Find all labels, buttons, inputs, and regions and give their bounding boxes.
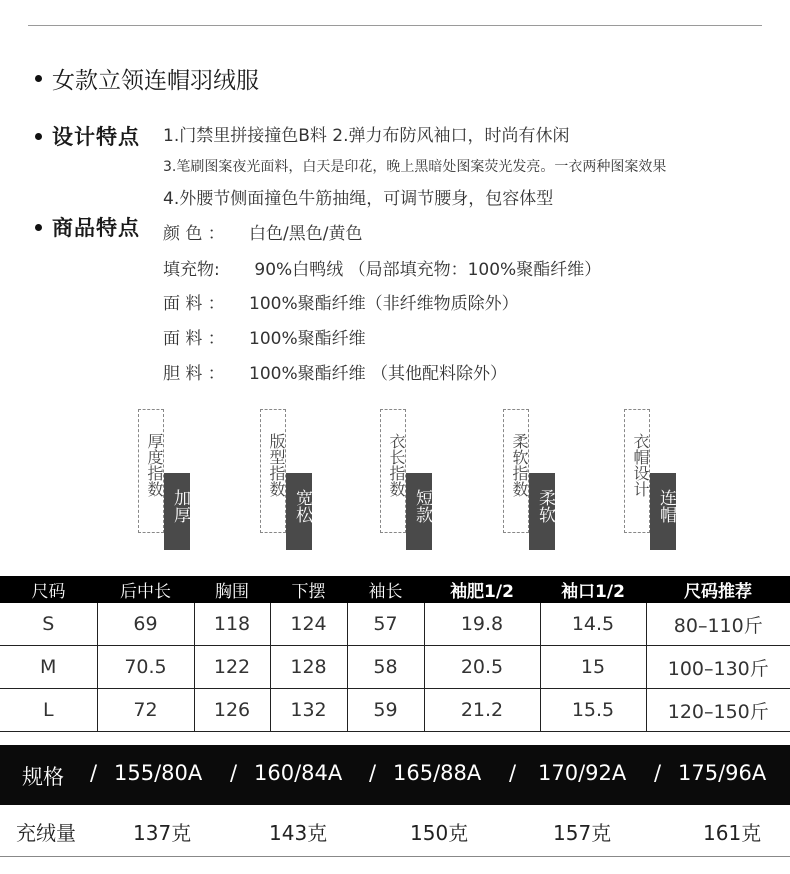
table-cell: 132 [270,689,347,732]
table-cell: 15 [540,646,646,689]
column-header: 下摆 [270,576,347,603]
bottom-divider [0,856,790,857]
spec-value: 90%白鸭绒 （局部填充物：100%聚酯纤维） [249,260,602,280]
table-cell: 122 [194,646,270,689]
fill-value: 161克 [703,821,762,845]
spec-label: 颜 色 ： [163,224,225,244]
table-cell: 120–150斤 [646,689,790,732]
table-row [0,646,790,689]
table-cell: 57 [347,603,424,646]
table-row [0,603,790,646]
design-line: 3.笔刷图案夜光面料，白天是印花，晚上黑暗处图案荧光发亮。一衣两种图案效果 [163,159,667,175]
spec-value: 100%聚酯纤维 [249,329,366,349]
table-cell: 126 [194,689,270,732]
spec-label: 面 料 ： [163,329,225,349]
separator: / [90,761,98,785]
spec-size: 155/80A [114,761,203,785]
table-header-row [0,576,790,603]
index-label: 版型指数 [267,433,286,497]
table-cell: 80–110斤 [646,603,790,646]
index-label: 柔软指数 [510,433,529,497]
fill-label: 充绒量 [16,821,76,845]
table-cell: 128 [270,646,347,689]
index-label: 衣帽设计 [631,433,650,497]
spec-band [0,745,790,805]
table-cell: 69 [97,603,194,646]
fill-value: 157克 [553,821,612,845]
fill-value: 143克 [269,821,328,845]
column-header: 尺码 [0,576,97,603]
index-badge-softness [503,409,593,553]
design-line: 1.门禁里拼接撞色B料 2.弹力布防风袖口，时尚有休闲 [163,126,570,146]
column-header: 后中长 [97,576,194,603]
index-value: 短款 [412,489,432,523]
table-cell: L [0,689,97,732]
table-cell: 118 [194,603,270,646]
table-cell: 21.2 [424,689,540,732]
spec-size: 160/84A [254,761,343,785]
spec-size: 165/88A [393,761,482,785]
product-heading: 商品特点 [52,216,140,240]
spec-label: 填充物: [163,260,220,280]
spec-row [163,324,366,349]
page-title: 女款立领连帽羽绒服 [52,68,259,94]
table-cell: 15.5 [540,689,646,732]
table-cell: 100–130斤 [646,646,790,689]
bullet-icon [35,133,42,140]
index-badge-fit [260,409,350,553]
index-value: 连帽 [656,489,676,523]
table-cell: 14.5 [540,603,646,646]
separator: / [509,761,517,785]
index-value: 柔软 [535,489,555,523]
spec-row [163,359,507,384]
table-cell: 72 [97,689,194,732]
table-cell: 19.8 [424,603,540,646]
table-cell: S [0,603,97,646]
table-row [0,689,790,732]
table-cell: 20.5 [424,646,540,689]
separator: / [369,761,377,785]
separator: / [230,761,238,785]
table-cell: 124 [270,603,347,646]
spec-row [163,219,362,244]
index-badge-hood [624,409,714,553]
column-header: 袖口1/2 [540,576,646,603]
index-label: 衣长指数 [387,433,406,497]
spec-band-label: 规格 [22,765,64,789]
fill-value: 137克 [133,821,192,845]
bullet-icon [35,75,42,82]
column-header: 胸围 [194,576,270,603]
spec-row [163,289,519,314]
index-value: 加厚 [170,489,190,523]
spec-value: 100%聚酯纤维 （其他配料除外） [249,364,508,384]
index-label: 厚度指数 [145,433,164,497]
design-line: 4.外腰节侧面撞色牛筋抽绳，可调节腰身，包容体型 [163,189,554,209]
spec-row [163,255,601,280]
design-heading: 设计特点 [52,125,140,149]
spec-size: 175/96A [678,761,767,785]
column-header: 尺码推荐 [646,576,790,603]
table-cell: 59 [347,689,424,732]
table-cell: 58 [347,646,424,689]
spec-label: 胆 料 ： [163,364,225,384]
column-header: 袖长 [347,576,424,603]
spec-label: 面 料 ： [163,294,225,314]
top-divider [28,25,762,26]
spec-value: 白色/黑色/黄色 [249,224,363,244]
spec-value: 100%聚酯纤维（非纤维物质除外） [249,294,519,314]
spec-size: 170/92A [538,761,627,785]
bullet-icon [35,224,42,231]
table-cell: 70.5 [97,646,194,689]
column-header: 袖肥1/2 [424,576,540,603]
size-table [0,576,790,732]
index-value: 宽松 [292,489,312,523]
separator: / [654,761,662,785]
index-badge-length [380,409,470,553]
fill-value: 150克 [410,821,469,845]
index-badge-thickness [138,409,228,553]
table-cell: M [0,646,97,689]
